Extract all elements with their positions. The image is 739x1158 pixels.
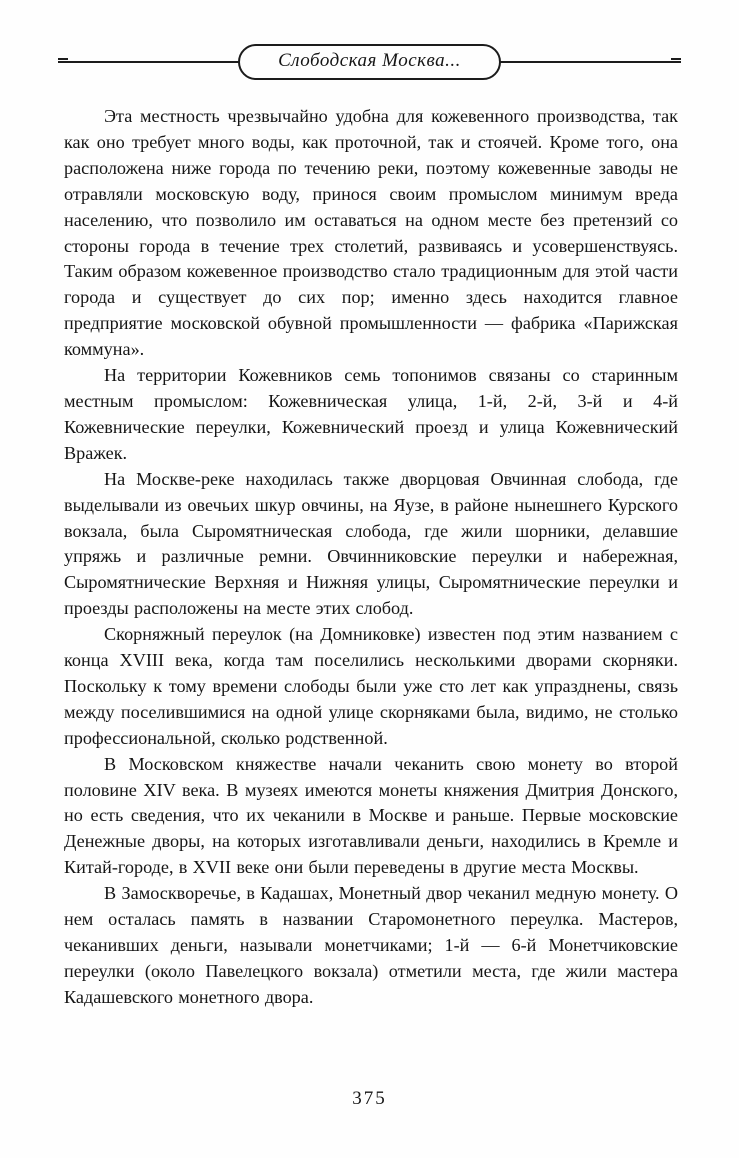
page-header	[58, 44, 681, 80]
header-rule-left	[58, 61, 240, 63]
page-body	[64, 104, 678, 1011]
header-rule-left-end-tick	[58, 58, 68, 60]
paragraph-1: Эта местность чрезвычайно удобна для кожевенного производства, так как оно требует много воды, как проточной, так и стоячей. Кроме того, она расположена ниже города по течению реки, поэтому кожевенные заводы не отравляли московскую воду, принося своим промыслом минимум вреда населению, что позволило им оставаться на одном месте без претензий со стороны города в течение трех столетий, развиваясь и усовершенствуясь. Таким образом кожевенное производство стало традиционным для этой части города и существует до сих пор; именно здесь находится главное предприятие московской обувной промышленности — фабрика «Парижская коммуна».	[64, 106, 678, 360]
page-number: 375	[352, 1088, 387, 1109]
paragraph-3: На Москве-реке находилась также дворцовая Овчинная слобода, где выделывали из овечьих шкур овчины, на Яузе, в районе нынешнего Курского вокзала, была Сыромятническая слобода, где жили шорники, делавшие упряжь и различные ремни. Овчинниковские переулки и набережная, Сыромятнические Верхняя и Нижняя улицы, Сыромятнические переулки и проезды расположены на месте этих слобод.	[64, 468, 678, 619]
paragraph-2: На территории Кожевников семь топонимов связаны со старинным местным промыслом: Кожевническая улица, 1-й, 2-й, 3-й и 4-й Кожевнические переулки, Кожевнический проезд и улица Кожевнический Вражек.	[64, 365, 678, 463]
paragraph-6: В Замоскворечье, в Кадашах, Монетный двор чеканил медную монету. О нем осталась память в названии Старомонетного переулка. Мастеров, чеканивших деньги, называли монетчиками; 1-й — 6-й Монетчиковские переулки (около Павелецкого вокзала) отметили места, где жили мастера Кадашевского монетного двора.	[64, 883, 678, 1007]
header-rule-right	[499, 61, 681, 63]
paragraph-4: Скорняжный переулок (на Домниковке) известен под этим названием с конца XVIII века, когда там поселились несколькими дворами скорняки. Поскольку к тому времени слободы были уже сто лет как упразднены, связь между поселившимися на одной улице скорняками была, видимо, не столько профессиональной, сколько родственной.	[64, 624, 678, 748]
page-title: Слободская Москва...	[278, 50, 461, 71]
header-rule-right-end-tick	[671, 58, 681, 60]
paragraph-5: В Московском княжестве начали чеканить свою монету во второй половине XIV века. В музеях имеются монеты княжения Дмитрия Донского, но есть сведения, что их чеканили в Москве и раньше. Первые московские Денежные дворы, на которых изготавливали деньги, находились в Кремле и Китай-городе, в XVII веке они были переведены в другие места Москвы.	[64, 753, 678, 878]
header-title-box	[238, 44, 501, 80]
